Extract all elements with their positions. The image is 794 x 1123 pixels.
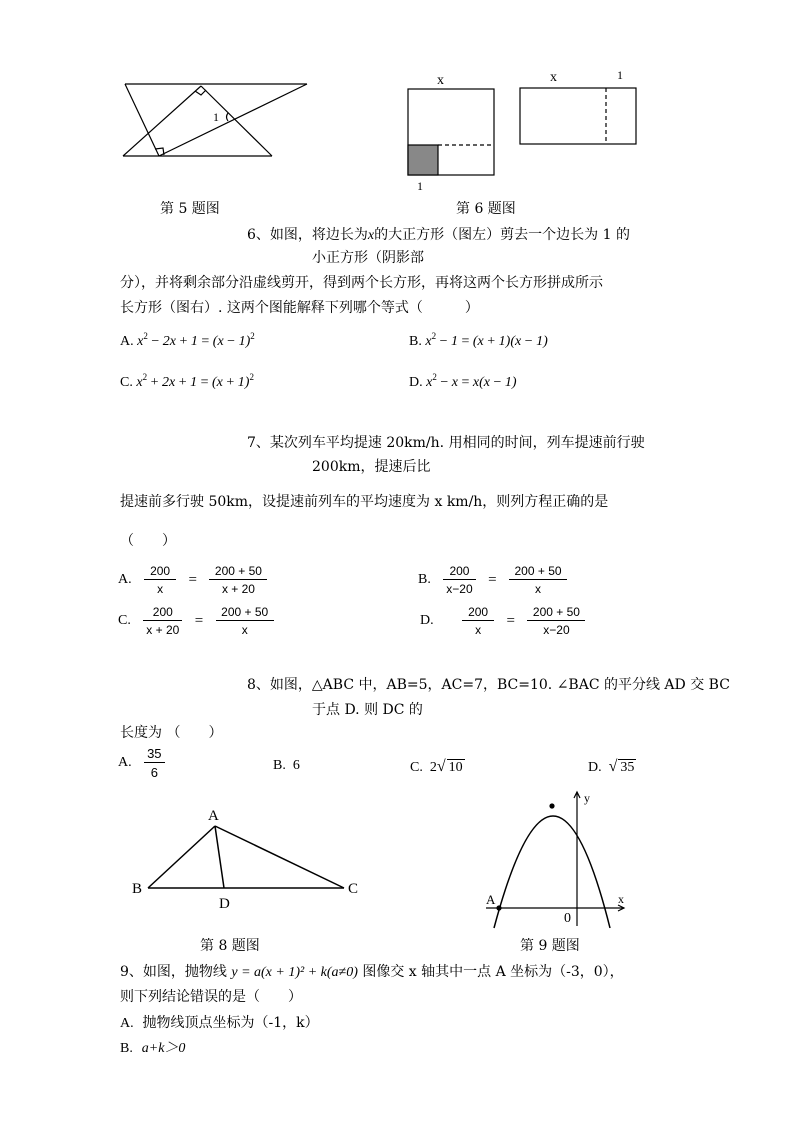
q7-option-c[interactable]: C. $\frac{200}{x + 20}$ = $\frac{200 + 50}{x}$	[118, 605, 274, 637]
fig5-angle-arc	[227, 113, 229, 121]
fig8-label-b: B	[132, 881, 143, 897]
q9-line2: 则下列结论错误的是（ ）	[120, 989, 302, 1005]
fig6-label-x-right: x	[550, 70, 557, 85]
q7-line3: 提速前多行驶 50km，设提速前列车的平均速度为 x km/h，则列方程正确的是	[120, 494, 609, 510]
fig8-bisector-ad	[215, 826, 224, 888]
fig6-right-rectangle	[520, 88, 636, 144]
q6-line1: 6、如图，将边长为x的大正方形（图左）剪去一个边长为 1 的	[247, 227, 630, 243]
fig9-label-origin: 0	[564, 911, 571, 926]
q7-line2: 200km，提速后比	[312, 459, 431, 475]
q6-line3: 分），并将剩余部分沿虚线剪开，得到两个长方形，再将这两个长方形拼成所示	[120, 275, 603, 291]
q7-line1: 7、某次列车平均提速 20km/h. 用相同的时间，列车提速前行驶	[247, 435, 645, 451]
fig8-label-d: D	[219, 896, 230, 912]
q9-line1: 9、如图，抛物线 y = a(x + 1)² + k(a≠0) 图像交 x 轴其中一点 A 坐标为（-3，0），	[120, 964, 624, 980]
fig9-point-a	[496, 905, 501, 910]
q8-line1: 8、如图，△ABC 中，AB=5，AC=7，BC=10. ∠BAC 的平分线 AD 交 BC	[247, 677, 730, 693]
q7-option-a[interactable]: A. $\frac{200}{x}$ = $\frac{200 + 50}{x + 20}$	[118, 564, 267, 596]
figure-8	[128, 802, 363, 914]
q6-option-b[interactable]: B. $x^2 - 1 = (x + 1)(x - 1)$	[409, 331, 548, 349]
fig9-caption: 第 9 题图	[520, 938, 580, 954]
fig8-label-c: C	[348, 881, 359, 897]
fig5-right-angle-mark-a	[195, 90, 206, 95]
fig9-parabola	[494, 816, 610, 928]
q9-option-b[interactable]: B. a+k＞0	[120, 1041, 186, 1056]
q6-option-c[interactable]: C. $x^2 + 2x + 1 = (x + 1)^2$	[120, 372, 254, 390]
figure-9	[482, 788, 632, 930]
fig8-side-ab	[148, 826, 215, 888]
q8-option-c[interactable]: C. 2√ 10	[410, 758, 463, 775]
q7-option-b[interactable]: B. $\frac{200}{x-20}$ = $\frac{200 + 50}{x}$	[418, 564, 567, 596]
fig9-label-a: A	[486, 892, 496, 907]
fig5-right-slant	[159, 84, 307, 156]
fig5-triangle-left	[123, 86, 201, 156]
q6-line4: 长方形（图右）. 这两个图能解释下列哪个等式（ ）	[120, 300, 479, 316]
q8-line2: 于点 D. 则 DC 的	[312, 702, 423, 718]
fig5-caption: 第 5 题图	[160, 201, 220, 217]
q8-option-b[interactable]: B. 6	[273, 758, 300, 773]
fig9-label-x: x	[618, 892, 624, 906]
q8-line3: 长度为 （ ）	[120, 725, 223, 741]
fig6-label-1-left: 1	[417, 179, 423, 193]
q8-option-d[interactable]: D. √ 35	[588, 758, 635, 775]
q9-option-a[interactable]: A. 抛物线顶点坐标为（-1，k）	[120, 1015, 319, 1031]
figure-6	[400, 66, 645, 194]
q6-line2: 小正方形（阴影部	[312, 250, 424, 266]
fig5-triangle-right	[201, 86, 272, 156]
q7-option-d[interactable]: D. $\frac{200}{x}$ = $\frac{200 + 50}{x-20}$	[420, 605, 585, 637]
fig6-label-1-right: 1	[617, 68, 623, 82]
fig8-label-a: A	[208, 808, 219, 824]
q7-line4: （ ）	[120, 533, 176, 549]
fig5-angle-label: 1	[213, 110, 219, 124]
fig9-vertex-point	[549, 803, 554, 808]
fig6-label-x-left: x	[437, 73, 444, 88]
fig8-caption: 第 8 题图	[200, 938, 260, 954]
fig6-shaded-square	[408, 145, 438, 175]
q6-option-a[interactable]: A. $x^2 - 2x + 1 = (x - 1)^2$	[120, 331, 255, 349]
fig6-caption: 第 6 题图	[456, 201, 516, 217]
q8-option-a[interactable]: A. $\frac{35}{6}$	[118, 746, 165, 780]
fig9-label-y: y	[584, 791, 590, 805]
figure-5	[115, 78, 315, 164]
fig5-left-slant	[125, 84, 159, 156]
q6-option-d[interactable]: D. $x^2 - x = x(x - 1)$	[409, 372, 517, 390]
fig8-side-ac	[215, 826, 344, 888]
